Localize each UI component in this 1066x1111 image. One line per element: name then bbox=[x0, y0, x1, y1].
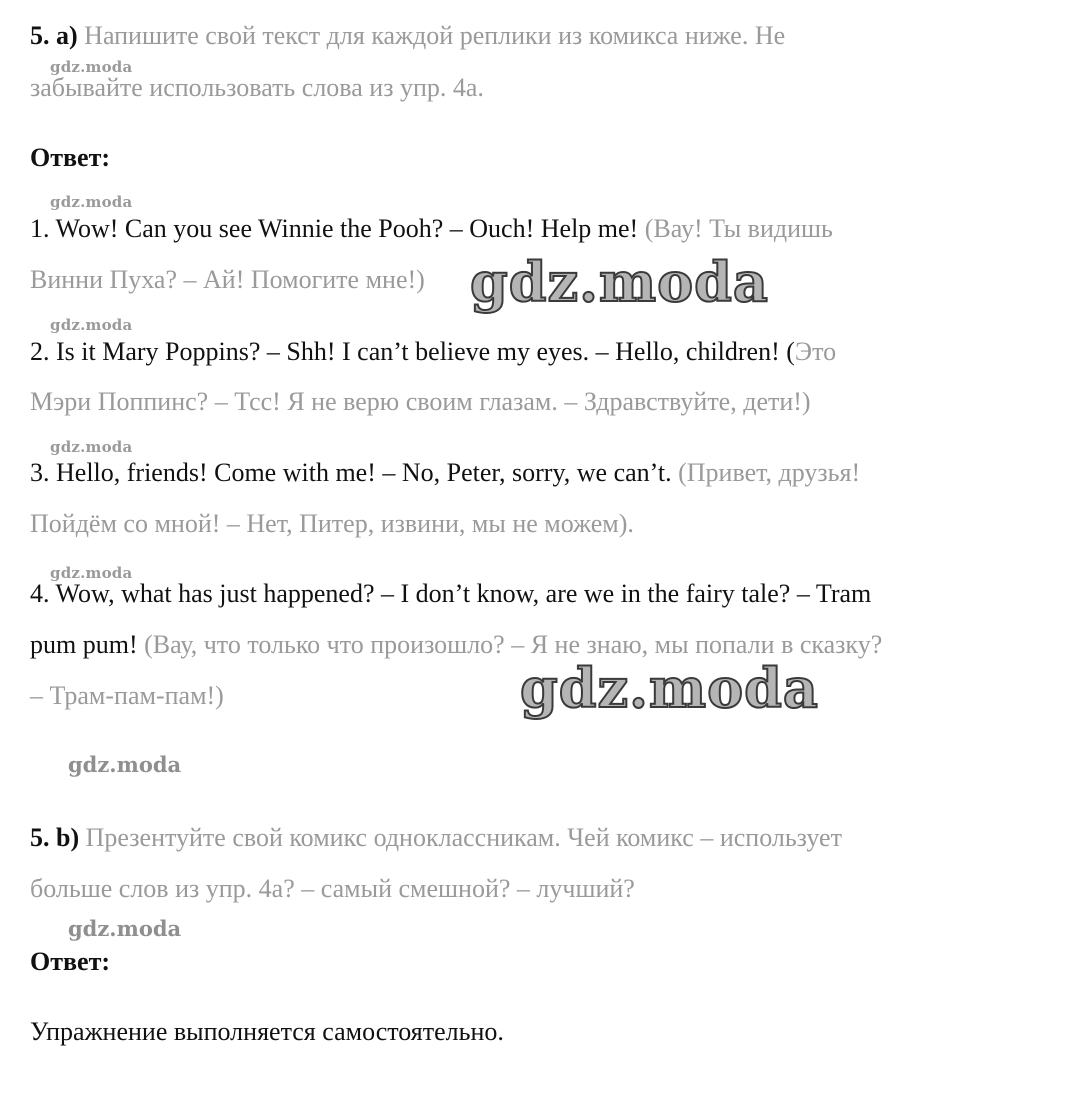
answer-4-ru-2: – Трам-пам-пам!) bbox=[30, 681, 224, 710]
task-b-line1 bbox=[30, 822, 842, 854]
task-b-number: 5. b) bbox=[30, 823, 80, 852]
task-b-instruction-1: Презентуйте свой комикс одноклассникам. Чей комикс – использует bbox=[85, 823, 842, 852]
watermark-small: gdz.moda bbox=[50, 58, 133, 76]
answer-label-a: Ответ: bbox=[30, 143, 111, 172]
task-a-instruction-2: забывайте использовать слова из упр. 4а. bbox=[30, 73, 484, 102]
answer-1-en: 1. Wow! Can you see Winnie the Pooh? – Ouch! Help me! bbox=[30, 214, 639, 243]
watermark-mid: gdz.moda bbox=[68, 752, 182, 777]
answer-b-text: Упражнение выполняется самостоятельно. bbox=[30, 1017, 504, 1046]
task-a-line1 bbox=[30, 20, 785, 52]
answer-2-line1 bbox=[30, 336, 836, 368]
answer-2-ru-2: Мэри Поппинс? – Тсс! Я не верю своим глазам. – Здравствуйте, дети!) bbox=[30, 387, 811, 416]
watermark-big: gdz.moda bbox=[520, 656, 819, 720]
answer-3-en: 3. Hello, friends! Come with me! – No, Peter, sorry, we can’t. bbox=[30, 458, 672, 487]
answer-1-line1 bbox=[30, 213, 833, 245]
watermark-small: gdz.moda bbox=[50, 193, 133, 211]
watermark-mid: gdz.moda bbox=[68, 916, 182, 941]
answer-4-ru-1: (Вау, что только что произошло? – Я не знаю, мы попали в сказку? bbox=[144, 630, 883, 659]
answer-3-ru-1: (Привет, друзья! bbox=[678, 458, 861, 487]
task-a-number: 5. a) bbox=[30, 21, 78, 50]
answer-1-ru-1: (Вау! Ты видишь bbox=[644, 214, 833, 243]
answer-4-en-2: pum pum! bbox=[30, 630, 138, 659]
answer-2-en: 2. Is it Mary Poppins? – Shh! I can’t believe my eyes. – Hello, children! ( bbox=[30, 337, 795, 366]
answer-3-line1 bbox=[30, 457, 860, 489]
task-a-instruction-1: Напишите свой текст для каждой реплики из комикса ниже. Не bbox=[84, 21, 786, 50]
watermark-small: gdz.moda bbox=[50, 438, 133, 456]
answer-3-ru-2: Пойдём со мной! – Нет, Питер, извини, мы не можем). bbox=[30, 509, 634, 538]
answer-label-b: Ответ: bbox=[30, 947, 111, 976]
watermark-small: gdz.moda bbox=[50, 564, 133, 582]
watermark-big: gdz.moda bbox=[470, 250, 769, 314]
answer-4-en: 4. Wow, what has just happened? – I don’t know, are we in the fairy tale? – Tram bbox=[30, 579, 872, 608]
watermark-small: gdz.moda bbox=[50, 316, 133, 334]
answer-2-ru-1: Это bbox=[794, 337, 837, 366]
answer-1-ru-2: Винни Пуха? – Ай! Помогите мне!) bbox=[30, 265, 425, 294]
task-b-instruction-2: больше слов из упр. 4а? – самый смешной? – лучший? bbox=[30, 874, 635, 903]
